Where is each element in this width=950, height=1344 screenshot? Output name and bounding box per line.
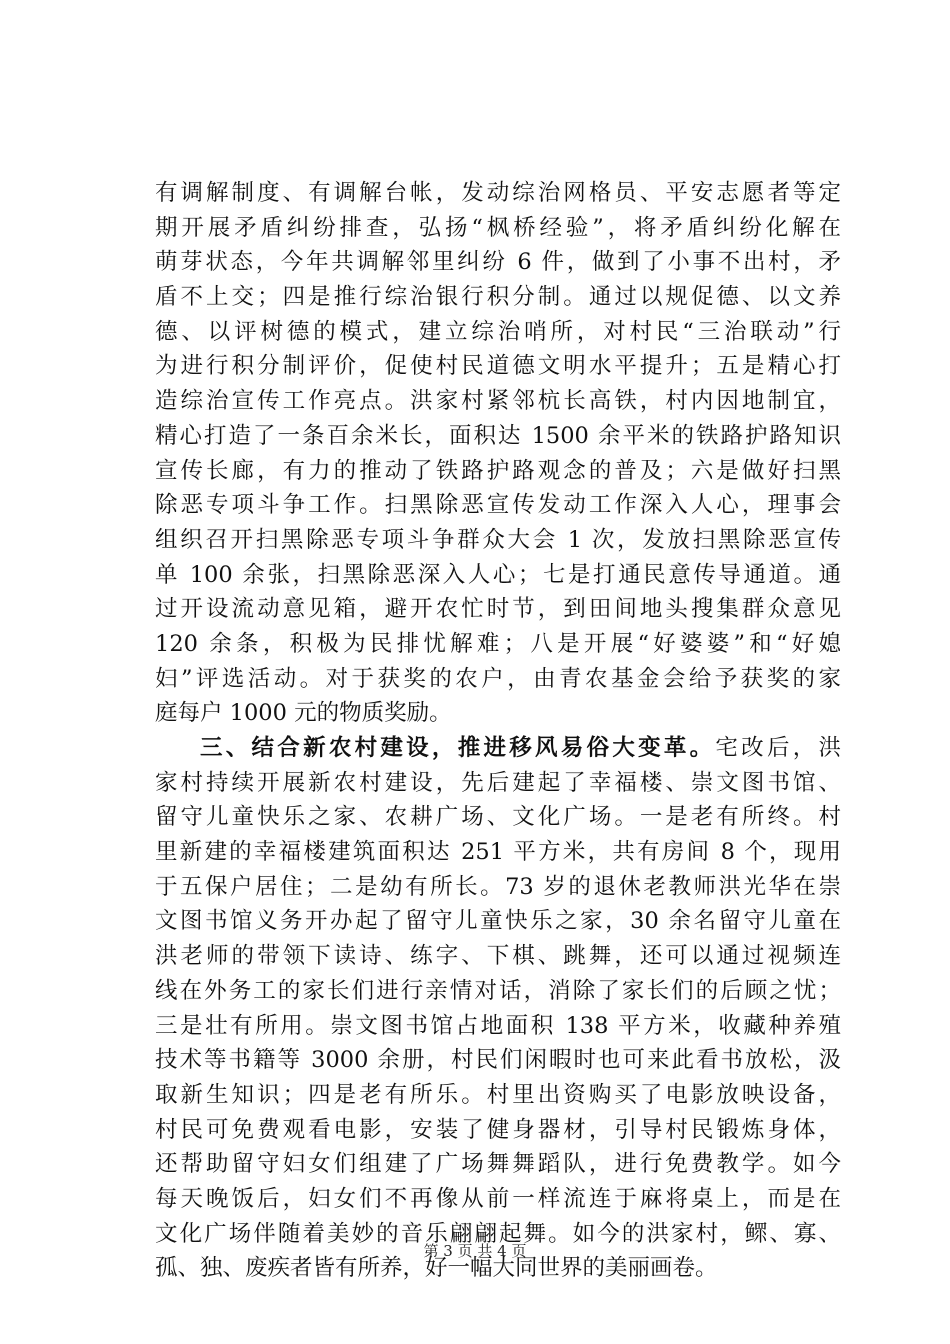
text-line: 还帮助留守妇女们组建了广场舞舞蹈队，进行免费教学。如今 xyxy=(155,1151,841,1178)
text-line: 于五保户居住；二是幼有所长。73 岁的退休老教师洪光华在崇 xyxy=(155,873,841,900)
text-line: 三是壮有所用。崇文图书馆占地面积 138 平方米，收藏种养殖 xyxy=(155,1012,841,1039)
text-line: 取新生知识；四是老有所乐。村里出资购买了电影放映设备， xyxy=(155,1081,841,1108)
text-line: 每天晚饭后，妇女们不再像从前一样流连于麻将桌上，而是在 xyxy=(155,1185,841,1212)
text-line: 留守儿童快乐之家、农耕广场、文化广场。一是老有所终。村 xyxy=(155,804,841,831)
text-line: 有调解制度、有调解台帐，发动综治网格员、平安志愿者等定 xyxy=(155,180,841,206)
text-line: 文化广场伴随着美妙的音乐翩翩起舞。如今的洪家村，鳏、寡、 xyxy=(155,1220,841,1247)
document-body xyxy=(155,176,841,1286)
section-first-line-text: 宅改后，洪 xyxy=(715,735,841,761)
text-line: 家村持续开展新农村建设，先后建起了幸福楼、崇文图书馆、 xyxy=(155,769,841,796)
page-footer xyxy=(0,1241,950,1261)
text-line: 过开设流动意见箱，避开农忙时节，到田间地头搜集群众意见 xyxy=(155,596,841,623)
text-line: 造综治宣传工作亮点。洪家村紧邻杭长高铁，村内因地制宜， xyxy=(155,388,841,415)
text-line: 文图书馆义务开办起了留守儿童快乐之家，30 余名留守儿童在 xyxy=(155,908,841,935)
text-line: 线在外务工的家长们进行亲情对话，消除了家长们的后顾之忧； xyxy=(155,977,841,1004)
text-line: 里新建的幸福楼建筑面积达 251 平方米，共有房间 8 个，现用 xyxy=(155,839,841,866)
text-line: 庭每户 1000 元的物质奖励。 xyxy=(155,700,452,727)
text-line: 妇”评选活动。对于获奖的农户，由青农基金会给予获奖的家 xyxy=(155,665,841,692)
section-heading: 三、结合新农村建设，推进移风易俗大变革。 xyxy=(200,735,716,761)
text-line: 精心打造了一条百余米长，面积达 1500 余平米的铁路护路知识 xyxy=(155,422,841,449)
text-line: 孤、独、废疾者皆有所养，好一幅大同世界的美丽画卷。 xyxy=(155,1255,718,1282)
text-line: 120 余条，积极为民排忧解难；八是开展“好婆婆”和“好媳 xyxy=(155,630,841,657)
text-line: 德、以评树德的模式，建立综治哨所，对村民“三治联动”行 xyxy=(155,318,841,345)
text-line: 期开展矛盾纠纷排查，弘扬“枫桥经验”，将矛盾纠纷化解在 xyxy=(155,214,841,241)
text-line: 村民可免费观看电影，安装了健身器材，引导村民锻炼身体， xyxy=(155,1116,841,1143)
text-line: 宣传长廊，有力的推动了铁路护路观念的普及；六是做好扫黑 xyxy=(155,457,841,484)
text-line: 洪老师的带领下读诗、练字、下棋、跳舞，还可以通过视频连 xyxy=(155,943,841,970)
text-line: 萌芽状态，今年共调解邻里纠纷 6 件，做到了小事不出村，矛 xyxy=(155,249,841,276)
section-first-line xyxy=(155,731,841,766)
text-line: 除恶专项斗争工作。扫黑除恶宣传发动工作深入人心，理事会 xyxy=(155,492,841,519)
text-line: 技术等书籍等 3000 余册，村民们闲暇时也可来此看书放松，汲 xyxy=(155,1047,841,1074)
text-line: 为进行积分制评价，促使村民道德文明水平提升；五是精心打 xyxy=(155,353,841,380)
page-number-label: 第 3 页 共 4 页 xyxy=(423,1242,527,1260)
text-line: 盾不上交；四是推行综治银行积分制。通过以规促德、以文养 xyxy=(155,284,841,311)
text-line: 组织召开扫黑除恶专项斗争群众大会 1 次，发放扫黑除恶宣传 xyxy=(155,526,841,553)
text-line: 单 100 余张，扫黑除恶深入人心；七是打通民意传导通道。通 xyxy=(155,561,841,588)
